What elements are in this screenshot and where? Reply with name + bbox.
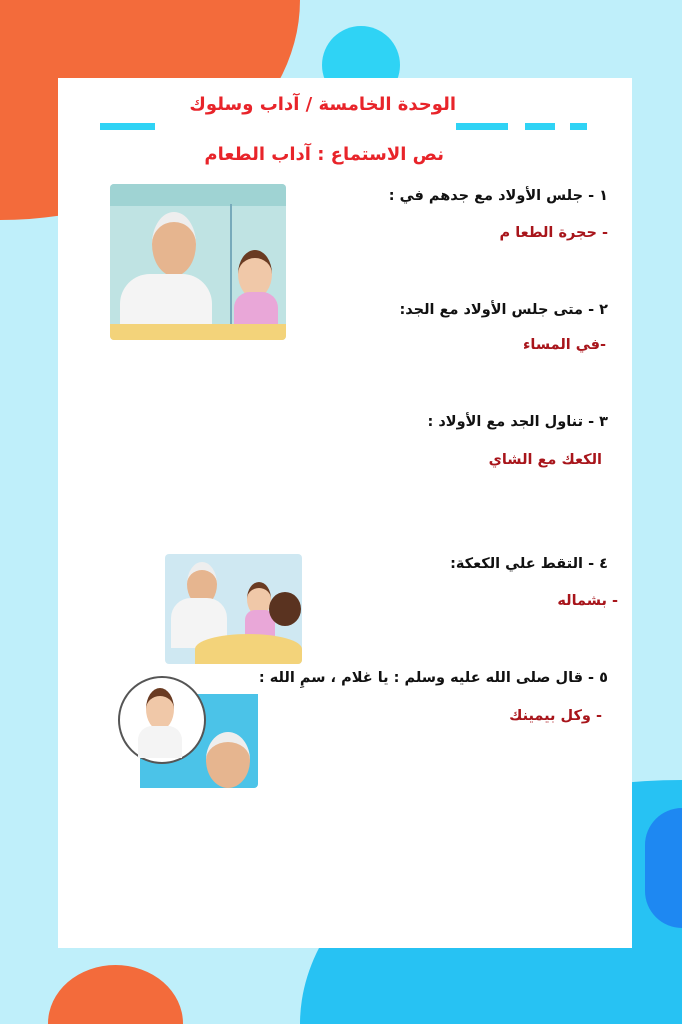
divider-dash xyxy=(525,123,555,130)
answer-1: - حجرة الطعا م xyxy=(499,225,608,241)
answer-5: - وكل بيمينك xyxy=(509,708,602,724)
illustration-family-eating xyxy=(165,554,302,664)
question-1: ١ - جلس الأولاد مع جدهم في : xyxy=(388,188,608,204)
question-4: ٤ - التقط علي الكعكة: xyxy=(450,556,608,572)
divider-dash xyxy=(570,123,587,130)
divider-dash xyxy=(456,123,508,130)
subtitle: نص الاستماع : آداب الطعام xyxy=(204,144,444,165)
answer-2: -في المساء xyxy=(523,337,606,353)
question-5: ٥ - قال صلى الله عليه وسلم : يا غلام ، سمِ الله : xyxy=(258,670,608,686)
answer-4: - بشماله xyxy=(557,593,618,609)
answer-3: الكعك مع الشاي xyxy=(488,452,602,468)
question-3: ٣ - تناول الجد مع الأولاد : xyxy=(427,414,608,430)
decor-orange-circle-bottom xyxy=(48,965,183,1024)
unit-title: الوحدة الخامسة / آداب وسلوك xyxy=(189,94,456,115)
question-2: ٢ - متى جلس الأولاد مع الجد: xyxy=(399,302,608,318)
divider-dash xyxy=(100,123,155,130)
illustration-grandfather-girl xyxy=(110,184,286,340)
worksheet-page xyxy=(58,78,632,948)
illustration-boy-thought xyxy=(118,676,258,788)
decor-dark-blue-circle xyxy=(645,808,682,928)
